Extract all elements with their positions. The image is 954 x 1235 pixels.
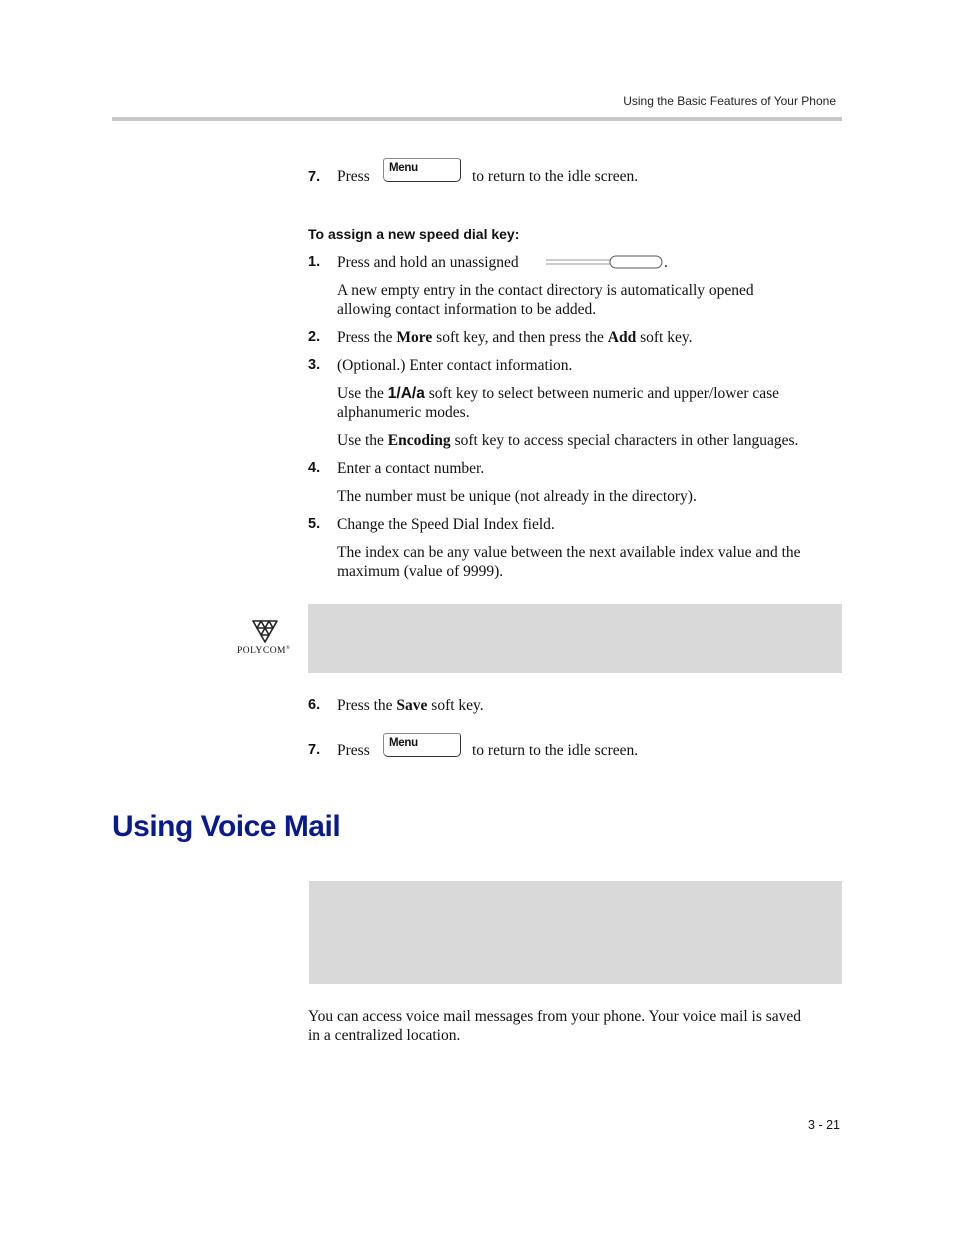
step-item (308, 167, 320, 187)
text-run: Use the (337, 385, 388, 402)
note-box (309, 881, 842, 984)
menu-key-icon (383, 733, 461, 757)
step-text: to return to the idle screen. (472, 168, 639, 185)
step-note-line: A new empty entry in the contact directory is automatically opened (337, 282, 754, 299)
step-note-line: The index can be any value between the next available index value and the (337, 544, 801, 561)
page-number: 3 - 21 (808, 1118, 840, 1132)
soft-key-name: Save (396, 697, 428, 714)
running-header: Using the Basic Features of Your Phone (623, 94, 836, 108)
step-number: 5. (308, 516, 321, 532)
step-text: (Optional.) Enter contact information. (337, 357, 573, 374)
text-run: Press the (337, 329, 397, 346)
step-note-line (337, 431, 798, 450)
soft-key-name: Add (607, 329, 637, 346)
menu-key-icon (383, 158, 461, 182)
soft-key-name: More (396, 329, 433, 346)
step-note-line: allowing contact information to be added. (337, 301, 597, 318)
step-note-line: The number must be unique (not already in the directory). (337, 488, 697, 505)
text-run: soft key. (427, 697, 484, 714)
soft-key-name: Encoding (387, 432, 451, 449)
note-box (308, 604, 842, 673)
polycom-logo-text (237, 646, 290, 656)
step-note-line: alphanumeric modes. (337, 404, 470, 421)
text-run: Press the (337, 697, 397, 714)
logo-trademark: ® (286, 646, 291, 651)
line-key-icon (546, 255, 664, 269)
step-text: to return to the idle screen. (472, 742, 639, 759)
menu-key-label: Menu (389, 737, 418, 749)
step-number: 6. (308, 697, 321, 713)
step-text-end: . (664, 254, 668, 271)
step-text: Press (337, 742, 370, 759)
paragraph-line: You can access voice mail messages from your phone. Your voice mail is saved (308, 1008, 802, 1025)
polycom-logo-icon (251, 619, 279, 643)
text-run: soft key. (636, 329, 693, 346)
procedure-heading: To assign a new speed dial key: (308, 226, 520, 242)
menu-key-label: Menu (389, 162, 418, 174)
step-number: 7. (308, 169, 321, 185)
step-number: 4. (308, 460, 321, 476)
step-text: Enter a contact number. (337, 460, 485, 477)
step-note-line: maximum (value of 9999). (337, 563, 504, 580)
step-text (337, 328, 692, 347)
step-number: 2. (308, 329, 321, 345)
step-number: 7. (308, 742, 321, 758)
step-text: Press and hold an unassigned (337, 254, 519, 271)
text-run: soft key to select between numeric and upper/lower case (424, 385, 780, 402)
text-run: soft key to access special characters in other languages. (450, 432, 799, 449)
step-number: 3. (308, 357, 321, 373)
header-rule (112, 117, 842, 121)
step-text: Press (337, 168, 370, 185)
step-text (337, 696, 484, 715)
text-run: soft key, and then press the (432, 329, 608, 346)
logo-wordmark: POLYCOM (237, 646, 287, 657)
step-note-line (337, 384, 779, 403)
soft-key-name: 1/A/a (387, 385, 425, 402)
step-number: 1. (308, 254, 321, 270)
paragraph-line: in a centralized location. (308, 1027, 461, 1044)
step-text: Change the Speed Dial Index field. (337, 516, 555, 533)
section-title: Using Voice Mail (112, 810, 341, 843)
text-run: Use the (337, 432, 388, 449)
